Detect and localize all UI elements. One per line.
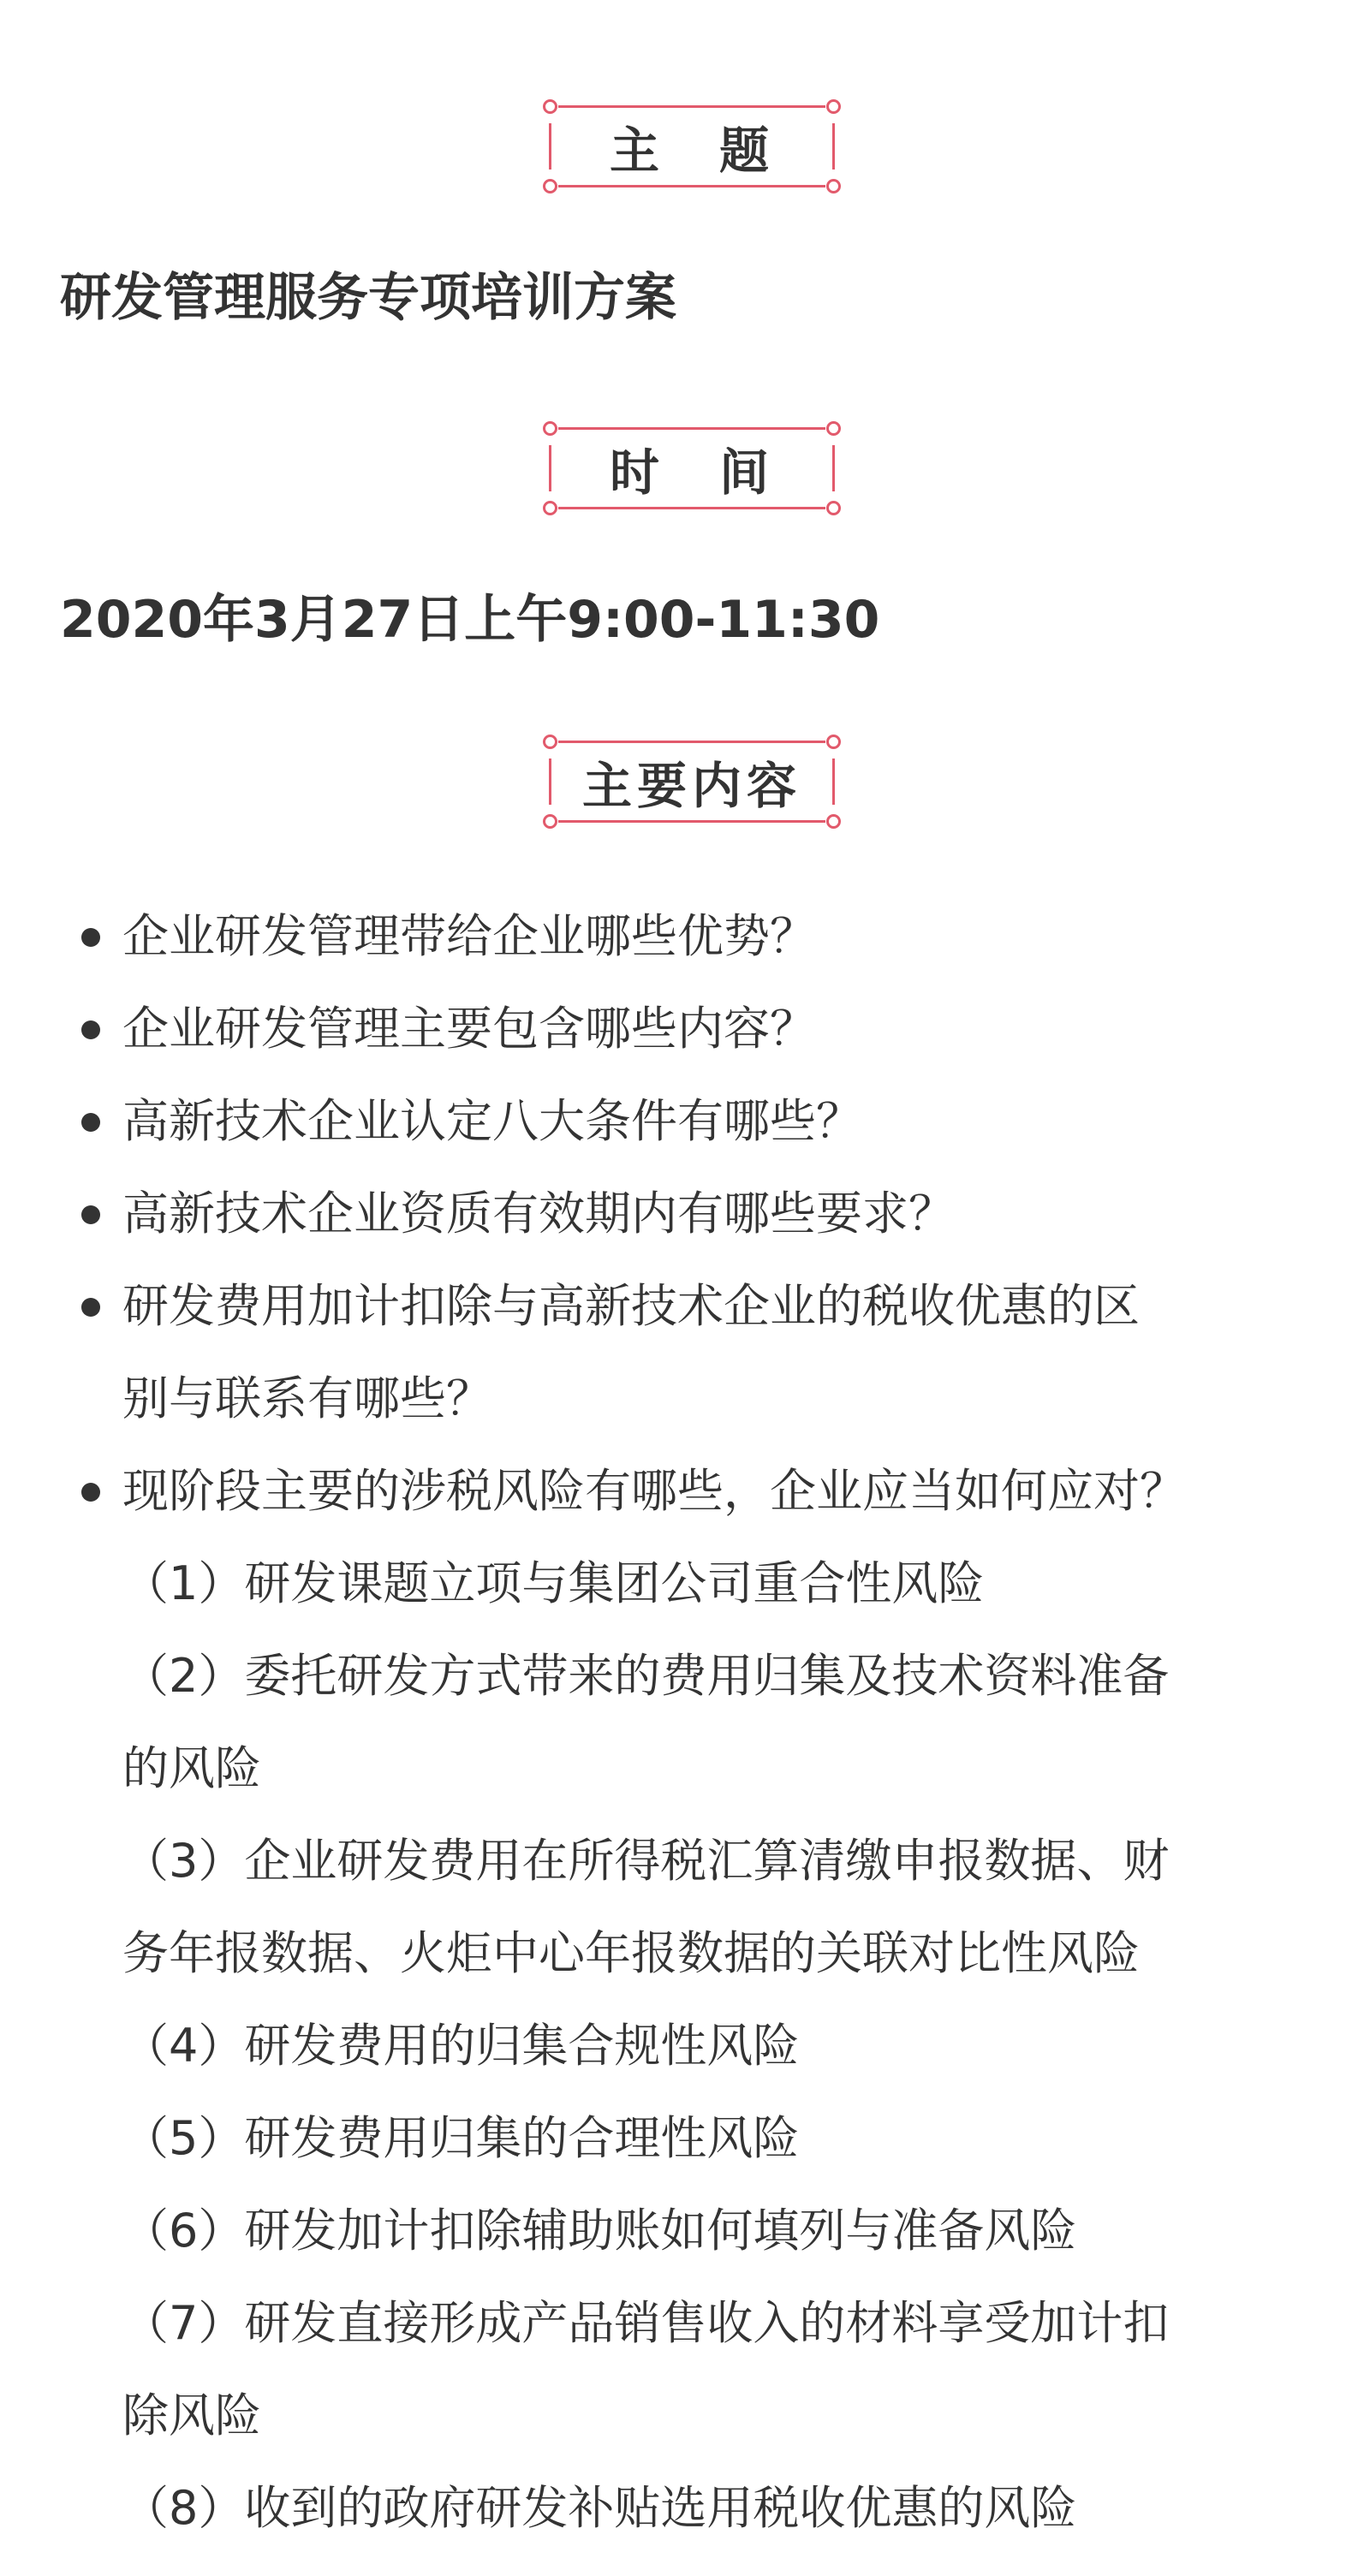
item-text-line: （8）收到的政府研发补贴选用税收优惠的风险 — [122, 2481, 1077, 2535]
theme-section-header — [0, 94, 1370, 200]
bullet-dot-icon — [81, 1298, 100, 1317]
time-header-label: 时 间 — [609, 443, 774, 502]
bullet-item — [0, 890, 1370, 983]
item-text-line: 企业研发管理主要包含哪些内容？ — [122, 1002, 816, 1056]
item-text-line: （2）委托研发方式带来的费用归集及技术资料准备 — [122, 1649, 1170, 1703]
content-header-label: 主要内容 — [581, 757, 801, 815]
bullet-item — [0, 1445, 1370, 1538]
bullet-item — [0, 1260, 1370, 1445]
bullet-dot-icon — [81, 928, 100, 947]
sub-item — [0, 2000, 1370, 2092]
content-list — [0, 890, 1370, 2555]
sub-item — [0, 2185, 1370, 2277]
item-text-line: 研发费用加计扣除与高新技术企业的税收优惠的区 — [122, 1279, 1140, 1333]
time-value: 2020年3月27日上午9:00-11:30 — [60, 590, 880, 650]
sub-item — [0, 2277, 1370, 2462]
item-text-line: 高新技术企业认定八大条件有哪些？ — [122, 1094, 862, 1148]
item-text-line: 除风险 — [122, 2389, 261, 2442]
time-section-header — [0, 416, 1370, 522]
sub-item — [0, 1815, 1370, 2000]
sub-item — [0, 2092, 1370, 2185]
theme-header-label: 主 题 — [609, 122, 774, 180]
sub-item — [0, 1630, 1370, 1815]
item-text-line: （3）企业研发费用在所得税汇算清缴申报数据、财 — [122, 1834, 1170, 1888]
sub-item — [0, 2462, 1370, 2555]
item-text-line: 企业研发管理带给企业哪些优势？ — [122, 909, 816, 963]
item-text-line: （4）研发费用的归集合规性风险 — [122, 2019, 800, 2073]
theme-value: 研发管理服务专项培训方案 — [60, 268, 676, 328]
time-header-frame — [543, 421, 841, 515]
bullet-dot-icon — [81, 1113, 100, 1132]
sub-item — [0, 1538, 1370, 1630]
bullet-item — [0, 1168, 1370, 1260]
item-text-line: （1）研发课题立项与集团公司重合性风险 — [122, 1556, 985, 1610]
item-text-line: （5）研发费用归集的合理性风险 — [122, 2111, 800, 2165]
content-section-header — [0, 729, 1370, 836]
bullet-dot-icon — [81, 1205, 100, 1224]
item-text-line: 高新技术企业资质有效期内有哪些要求？ — [122, 1187, 955, 1240]
item-text-line: 别与联系有哪些？ — [122, 1371, 492, 1425]
item-text-line: 务年报数据、火炬中心年报数据的关联对比性风险 — [122, 1926, 1140, 1980]
bullet-dot-icon — [81, 1483, 100, 1502]
item-text-line: （6）研发加计扣除辅助账如何填列与准备风险 — [122, 2204, 1077, 2258]
item-text-line: （7）研发直接形成产品销售收入的材料享受加计扣 — [122, 2296, 1170, 2350]
bullet-dot-icon — [81, 1020, 100, 1039]
content-header-frame — [543, 735, 841, 829]
item-text-line: 现阶段主要的涉税风险有哪些，企业应当如何应对？ — [122, 1464, 1186, 1518]
item-text-line: 的风险 — [122, 1741, 261, 1795]
bullet-item — [0, 1075, 1370, 1168]
bullet-item — [0, 983, 1370, 1075]
theme-header-frame — [543, 99, 841, 193]
